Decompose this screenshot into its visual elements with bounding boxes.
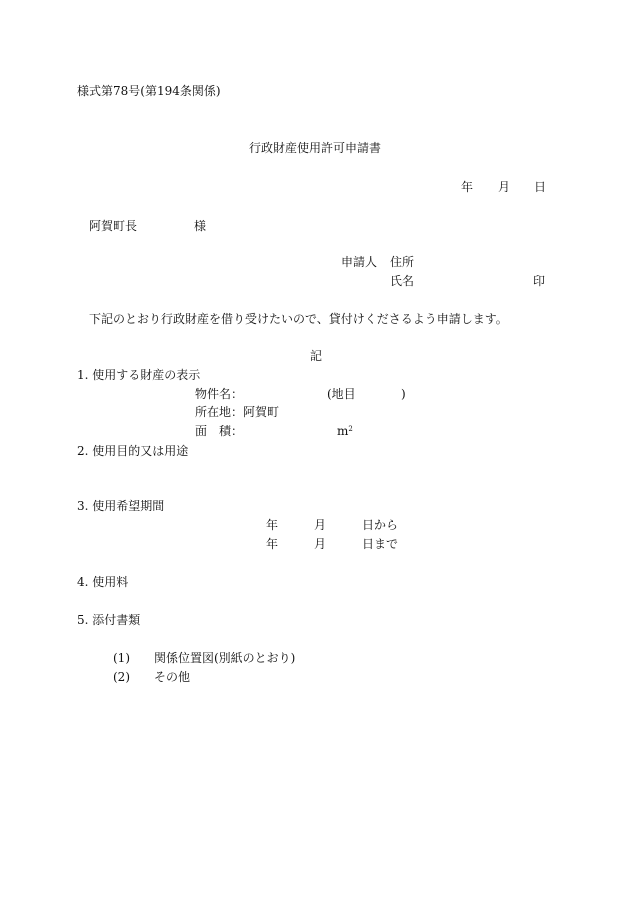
applicant-name-label: 氏名	[390, 274, 415, 288]
attachment-text: その他	[154, 670, 191, 684]
item1-label: 1. 使用する財産の表示	[77, 368, 201, 382]
form-number: 様式第78号(第194条関係)	[77, 84, 221, 98]
location-label: 所在地：阿賀町	[195, 405, 280, 419]
item4-label: 4. 使用料	[77, 575, 129, 589]
date-month: 月	[498, 180, 511, 194]
applicant-seal: 印	[533, 274, 546, 288]
attachment-text: 関係位置図(別紙のとおり)	[154, 651, 296, 665]
addressee-honorific: 様	[194, 219, 207, 233]
document-title: 行政財産使用許可申請書	[249, 141, 382, 155]
attachment-number: (2)	[113, 670, 130, 684]
property-name-label: 物件名：	[195, 387, 244, 401]
area-unit-base: m	[337, 424, 349, 438]
attachment-number: (1)	[113, 651, 130, 665]
period-from-month: 月	[314, 518, 327, 532]
item3-label: 3. 使用希望期間	[77, 499, 165, 513]
date-day: 日	[534, 180, 547, 194]
applicant-label: 申請人	[341, 255, 378, 269]
period-to-month: 月	[314, 537, 327, 551]
period-from-year: 年	[266, 518, 279, 532]
applicant-address-label: 住所	[390, 255, 415, 269]
intro-text: 下記のとおり行政財産を借り受けたいので、貸付けくださるよう申請します。	[89, 312, 508, 326]
item5-label: 5. 添付書類	[77, 613, 141, 627]
area-label: 面 積：	[195, 424, 244, 438]
addressee-name: 阿賀町長	[89, 219, 138, 233]
period-from-day: 日から	[362, 518, 399, 532]
land-category-label: (地目	[327, 387, 356, 401]
area-unit-superscript: 2	[348, 425, 353, 433]
period-to-year: 年	[266, 537, 279, 551]
item2-label: 2. 使用目的又は用途	[77, 444, 189, 458]
area-unit	[337, 424, 353, 438]
land-category-close: )	[401, 387, 406, 401]
period-to-day: 日まで	[362, 537, 399, 551]
ki-heading: 記	[310, 349, 323, 363]
date-year: 年	[461, 180, 474, 194]
